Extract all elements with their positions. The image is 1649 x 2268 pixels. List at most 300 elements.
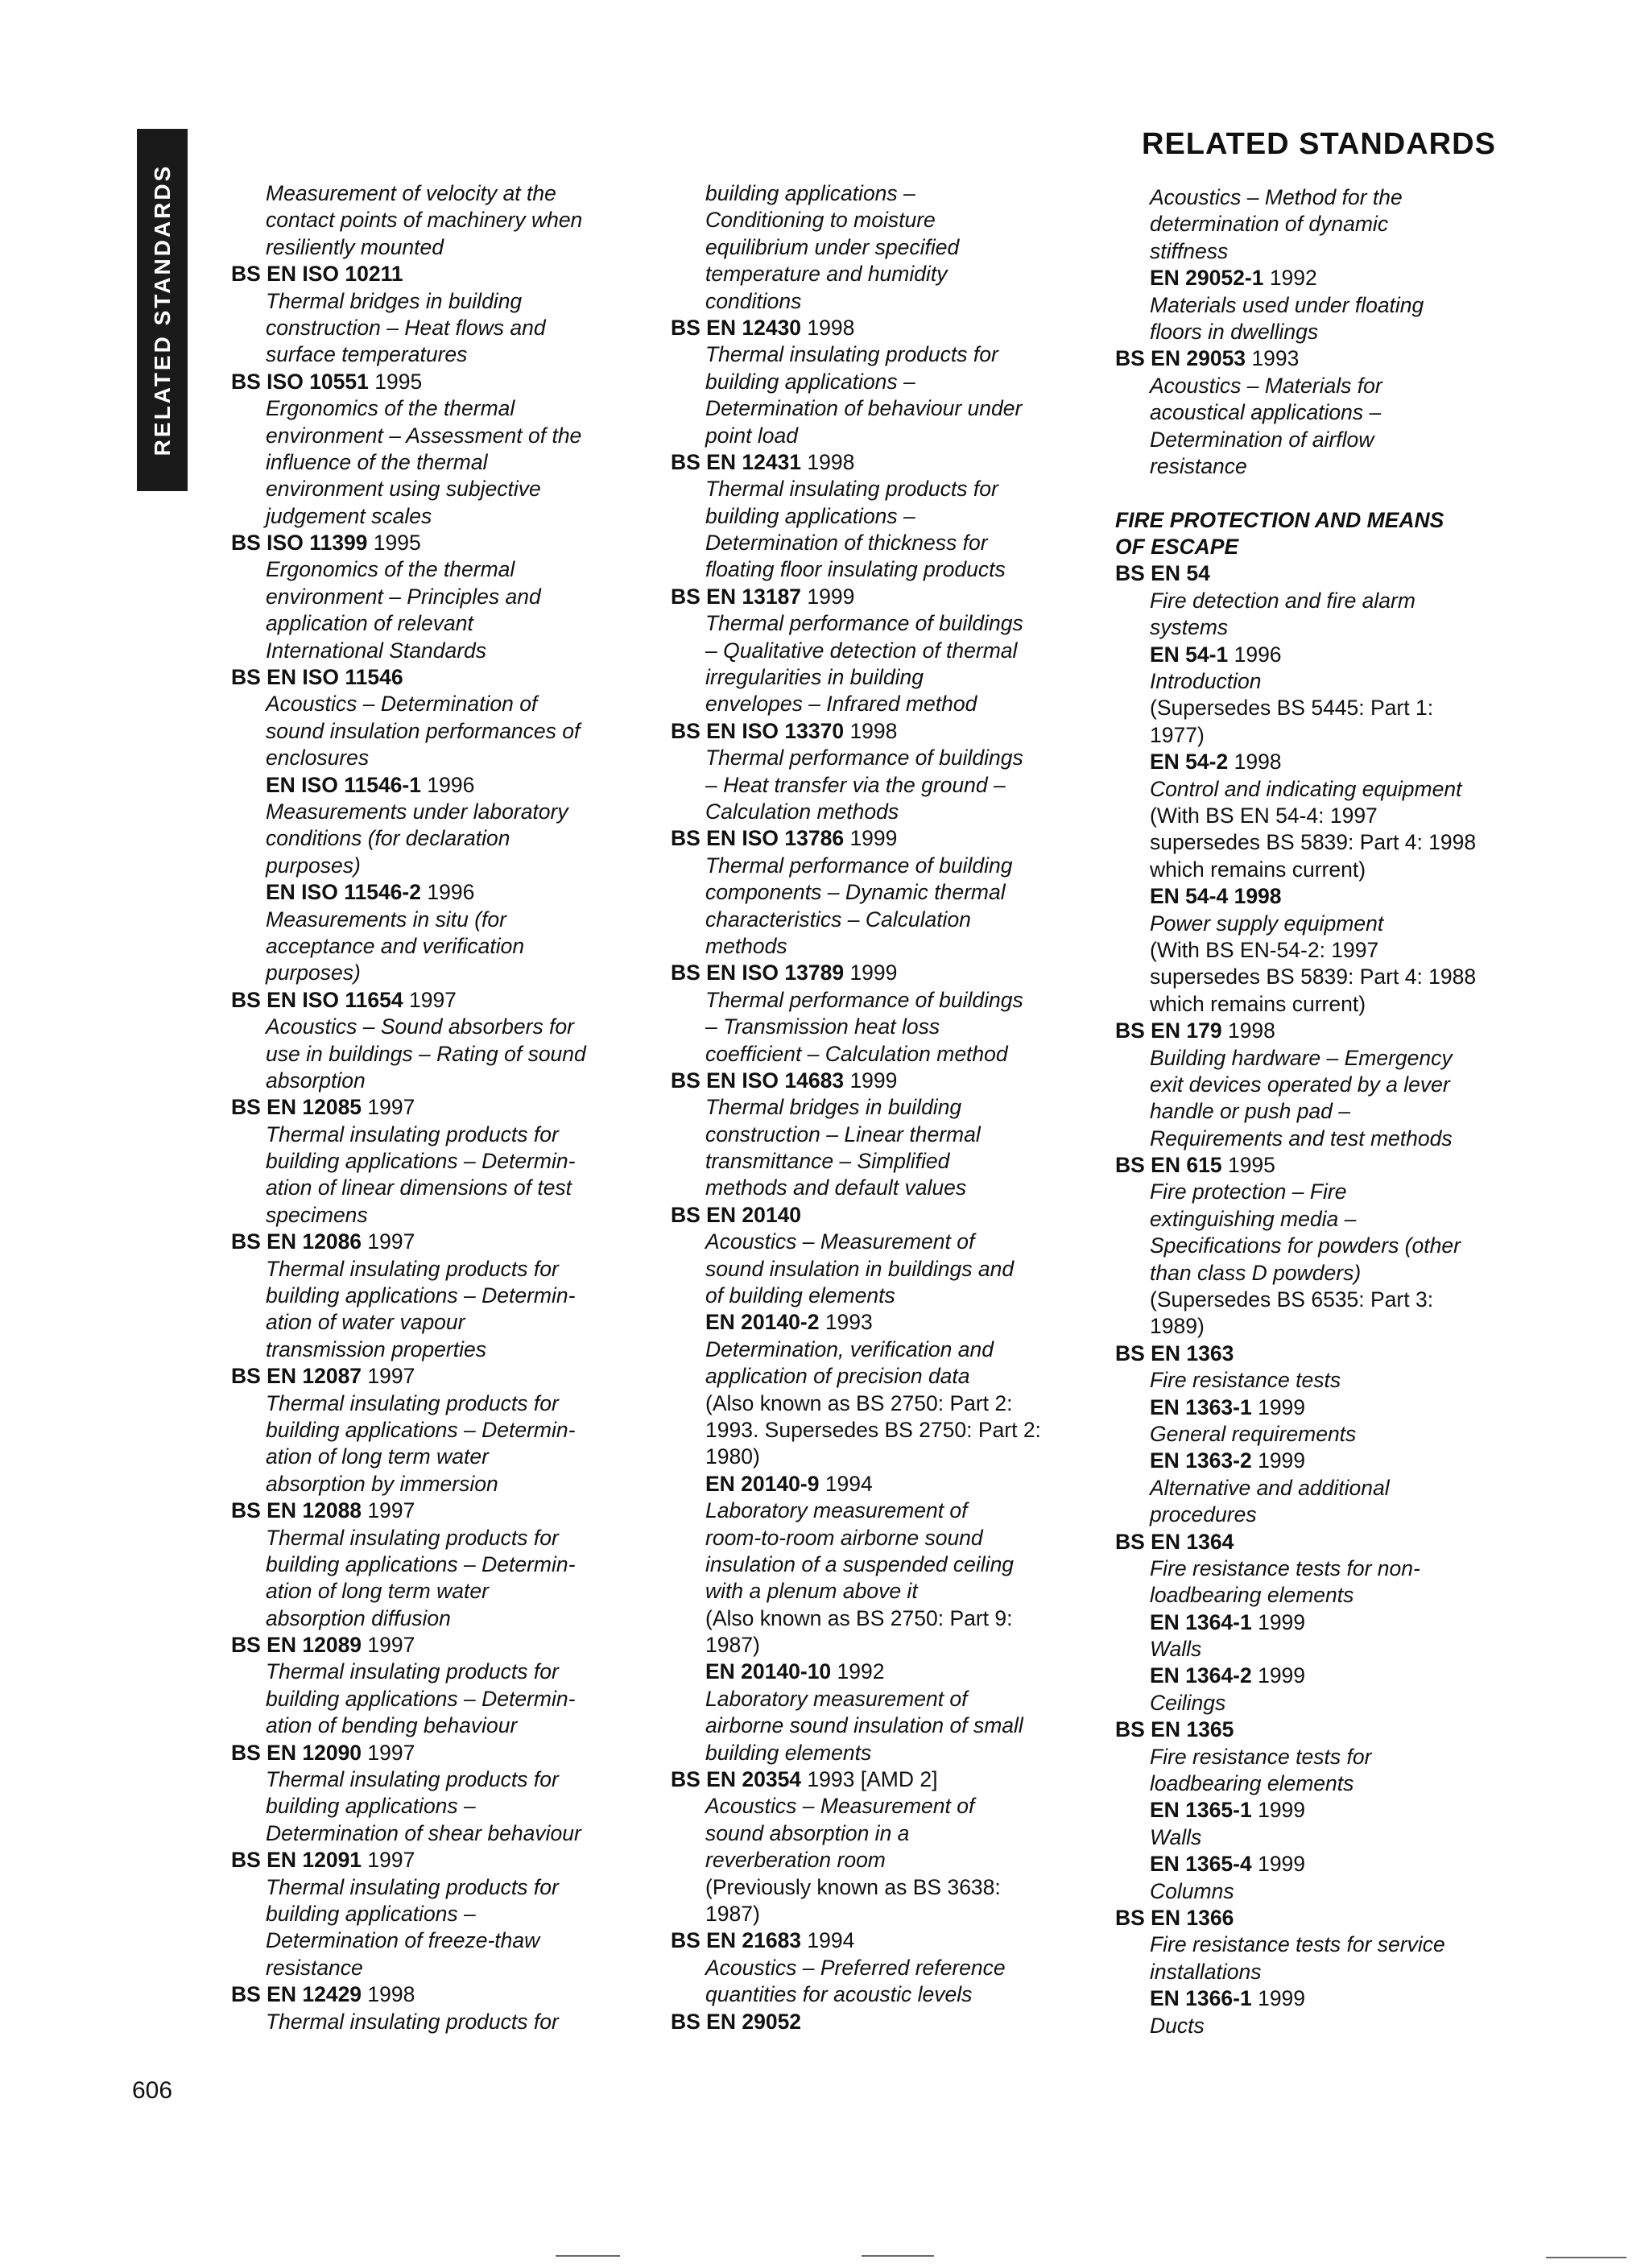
standard-code: BS EN 12087 <box>231 1364 362 1389</box>
standard-description: resiliently mounted <box>266 234 444 259</box>
standard-code: BS ISO 11399 <box>231 531 368 556</box>
standard-description: floors in dwellings <box>1150 319 1319 344</box>
standard-description: procedures <box>1150 1502 1257 1527</box>
standard-code: BS EN 21683 <box>671 1928 802 1953</box>
standard-description: Thermal bridges in building <box>266 288 523 313</box>
standard-entry <box>671 1202 1081 1229</box>
standard-part-entry <box>1115 1797 1526 1824</box>
standard-description: acoustical applications – <box>1150 400 1382 425</box>
standard-description: Thermal insulating products for <box>266 1525 559 1550</box>
standard-description: Alternative and additional <box>1150 1475 1390 1500</box>
standard-description: Acoustics – Sound absorbers for <box>266 1014 574 1039</box>
standard-description: Acoustics – Determination of <box>266 692 538 717</box>
standard-description: sound insulation in buildings and <box>705 1256 1015 1281</box>
standard-code: BS EN 20140 <box>671 1202 802 1227</box>
standard-entry <box>1115 560 1526 587</box>
standard-description: Fire resistance tests for non- <box>1150 1555 1420 1580</box>
standard-description: Building hardware – Emergency <box>1150 1045 1453 1070</box>
standard-code: BS EN ISO 13370 <box>671 718 845 743</box>
standard-description: Thermal insulating products for <box>705 342 998 367</box>
standard-code: BS EN 179 <box>1115 1018 1222 1043</box>
standard-description: environment using subjective <box>266 477 541 502</box>
standard-description: floating floor insulating products <box>705 557 1006 582</box>
standard-description: conditions (for declaration <box>266 826 510 851</box>
standard-code: BS EN 12088 <box>231 1498 362 1523</box>
standard-description: Power supply equipment <box>1150 911 1384 936</box>
standard-year: 1998 <box>807 315 855 340</box>
standard-year: 1996 <box>1234 642 1282 667</box>
standard-code: EN 1365-1 <box>1150 1798 1252 1823</box>
standard-entry <box>1115 1529 1526 1555</box>
standard-description: Ergonomics of the thermal <box>266 557 515 582</box>
standard-note: 1993. Supersedes BS 2750: Part 2: <box>705 1417 1041 1442</box>
standard-year: 1999 <box>849 960 898 985</box>
standard-description: purposes) <box>266 853 361 878</box>
standard-description: surface temperatures <box>266 342 468 367</box>
standard-year: 1999 <box>1258 1663 1306 1688</box>
standard-description: conditions <box>705 288 802 313</box>
standard-description: installations <box>1150 1959 1262 1984</box>
standard-description: methods <box>705 933 787 958</box>
standard-year: 1999 <box>1258 1798 1306 1823</box>
standard-description: insulation of a suspended ceiling <box>705 1551 1015 1576</box>
standard-entry <box>671 584 1081 610</box>
standard-description: construction – Linear thermal <box>705 1122 981 1146</box>
standard-code: BS EN 1366 <box>1115 1906 1234 1930</box>
standard-year: 1993 [AMD 2] <box>807 1767 938 1792</box>
standard-description: Fire protection – Fire <box>1150 1179 1347 1204</box>
standard-entry <box>231 261 642 287</box>
standard-description: building applications – <box>705 369 915 394</box>
standard-description: Ceilings <box>1150 1690 1226 1715</box>
standard-entry <box>231 1981 642 2008</box>
standard-description: methods and default values <box>705 1175 967 1200</box>
standard-note: which remains current) <box>1150 857 1366 882</box>
standard-description: building applications – Determin- <box>266 1283 576 1308</box>
standard-description: reverberation room <box>705 1848 886 1873</box>
section-heading: OF ESCAPE <box>1115 535 1239 560</box>
standard-code: BS EN 54 <box>1115 561 1210 586</box>
standard-year: 1997 <box>367 1848 415 1873</box>
standard-description: Ergonomics of the thermal <box>266 396 515 421</box>
standard-year: 1995 <box>374 369 423 394</box>
standard-year: 1997 <box>367 1364 415 1389</box>
standard-entry <box>1115 1341 1526 1367</box>
standard-code: BS EN 12430 <box>671 315 802 340</box>
standard-description: General requirements <box>1150 1421 1357 1446</box>
standard-note: which remains current) <box>1150 991 1366 1016</box>
standard-part-entry <box>671 1309 1081 1336</box>
standard-description: Determination of behaviour under <box>705 396 1023 421</box>
standard-part-entry <box>671 1471 1081 1498</box>
standard-part-entry <box>1115 1609 1526 1636</box>
standard-description: point load <box>705 423 798 448</box>
standard-year: 1997 <box>367 1498 415 1523</box>
standard-description: airborne sound insulation of small <box>705 1713 1023 1738</box>
standard-description: building applications – <box>705 503 915 528</box>
standard-description: of building elements <box>705 1283 895 1308</box>
standard-description: Thermal insulating products for <box>705 477 998 502</box>
standard-description: ation of long term water <box>266 1579 489 1604</box>
column-3 <box>1115 184 1526 2039</box>
standard-description: transmission properties <box>266 1336 486 1361</box>
standard-description: Acoustics – Measurement of <box>705 1229 975 1254</box>
standard-note: (With BS EN 54-4: 1997 <box>1150 803 1378 828</box>
standard-entry <box>231 1363 642 1390</box>
spacer <box>1115 480 1526 506</box>
standard-entry <box>671 825 1081 852</box>
standard-entry <box>231 530 642 556</box>
standard-part-entry <box>1115 883 1526 910</box>
standard-description: Thermal insulating products for <box>266 1256 559 1281</box>
standard-description: Materials used under floating <box>1150 292 1424 317</box>
standard-description: Calculation methods <box>705 799 899 824</box>
section-heading: FIRE PROTECTION AND MEANS <box>1115 507 1444 532</box>
standard-description: building applications – Determin- <box>266 1551 576 1576</box>
standard-note: 1987) <box>705 1902 760 1926</box>
standard-note: 1980) <box>705 1444 760 1469</box>
standard-description: Ducts <box>1150 2013 1205 2038</box>
standard-description: systems <box>1150 615 1229 640</box>
standard-description: Requirements and test methods <box>1150 1126 1453 1151</box>
standard-description: equilibrium under specified <box>705 234 960 259</box>
standard-part-entry <box>1115 1985 1526 2012</box>
standard-year: 1999 <box>1258 1609 1306 1634</box>
standard-description: International Standards <box>266 638 487 663</box>
standard-code: BS EN ISO 14683 <box>671 1068 845 1093</box>
standard-year: 1999 <box>1258 1394 1306 1419</box>
standard-code: EN ISO 11546-2 <box>266 880 421 905</box>
column-1 <box>231 180 642 2035</box>
standard-description: exit devices operated by a lever <box>1150 1072 1450 1097</box>
standard-note: supersedes BS 5839: Part 4: 1988 <box>1150 965 1477 989</box>
standard-code: BS EN ISO 11546 <box>231 665 403 690</box>
standard-year: 1993 <box>1251 346 1300 371</box>
standard-entry <box>231 1229 642 1255</box>
standard-note: (Supersedes BS 6535: Part 3: <box>1150 1287 1434 1312</box>
standard-description: Thermal performance of buildings <box>705 987 1023 1012</box>
standard-year: 1994 <box>824 1471 873 1496</box>
standard-description: – Transmission heat loss <box>705 1014 940 1039</box>
standard-code: EN 1364-2 <box>1150 1663 1252 1688</box>
standard-description: Thermal performance of buildings <box>705 611 1023 636</box>
standard-description: irregularities in building <box>705 665 924 690</box>
standard-code: EN 1366-1 <box>1150 1986 1252 2011</box>
standard-part-entry <box>671 1659 1081 1685</box>
standard-year: 1997 <box>367 1229 415 1254</box>
standard-description: environment – Principles and <box>266 584 541 609</box>
standard-year: 1997 <box>367 1095 415 1120</box>
standard-note: (Supersedes BS 5445: Part 1: <box>1150 696 1434 721</box>
side-tab <box>137 129 188 491</box>
standard-year: 1997 <box>408 987 457 1012</box>
standard-entry <box>671 1068 1081 1094</box>
standard-year: 1995 <box>373 531 421 556</box>
standard-code: BS EN 29052 <box>671 2009 802 2034</box>
standard-description: sound insulation performances of <box>266 718 581 743</box>
standard-description: loadbearing elements <box>1150 1771 1354 1796</box>
standard-code: EN 1365-4 <box>1150 1852 1252 1877</box>
standard-description: quantities for acoustic levels <box>705 1982 973 2007</box>
standard-entry <box>1115 1716 1526 1743</box>
standard-entry <box>1115 1905 1526 1931</box>
standard-description: temperature and humidity <box>705 262 948 287</box>
standard-description: construction – Heat flows and <box>266 315 546 340</box>
standard-description: building applications – Determin- <box>266 1417 576 1442</box>
standard-description: Conditioning to moisture <box>705 208 936 233</box>
standard-description: contact points of machinery when <box>266 208 583 233</box>
standard-code: BS EN 12085 <box>231 1095 362 1120</box>
standard-entry <box>231 1740 642 1766</box>
standard-description: Determination of airflow <box>1150 427 1374 452</box>
standard-description: Fire resistance tests for service <box>1150 1932 1445 1957</box>
standard-description: application of relevant <box>266 611 473 636</box>
standard-description: Thermal performance of building <box>705 853 1013 878</box>
standard-note: (Also known as BS 2750: Part 2: <box>705 1390 1013 1415</box>
standard-description: Determination, verification and <box>705 1336 994 1361</box>
standard-description: Walls <box>1150 1824 1202 1849</box>
standard-description: building applications – <box>705 181 915 205</box>
standard-description: Introduction <box>1150 669 1262 694</box>
standard-code: EN 20140-9 <box>705 1471 820 1496</box>
standard-description: Fire detection and fire alarm <box>1150 588 1415 613</box>
standard-description: building applications – Determin- <box>266 1686 576 1711</box>
standard-description: judgement scales <box>266 503 432 528</box>
standard-part-entry <box>1115 642 1526 668</box>
standard-code: BS EN 29053 <box>1115 346 1246 371</box>
standard-year: 1992 <box>837 1659 885 1684</box>
standard-entry <box>671 960 1081 986</box>
standard-code: EN 54-1 <box>1150 642 1229 667</box>
standard-note: supersedes BS 5839: Part 4: 1998 <box>1150 830 1477 855</box>
standard-code: EN 29052-1 <box>1150 266 1264 291</box>
standard-entry <box>231 987 642 1014</box>
standard-description: specimens <box>266 1202 368 1227</box>
standard-code: BS EN 12091 <box>231 1848 362 1873</box>
standard-description: influence of the thermal <box>266 449 488 474</box>
standard-description: Acoustics – Method for the <box>1150 185 1403 209</box>
standard-description: Fire resistance tests <box>1150 1368 1341 1393</box>
standard-note: (With BS EN-54-2: 1997 <box>1150 937 1379 962</box>
standard-entry <box>671 1927 1081 1954</box>
standard-entry <box>231 664 642 691</box>
standard-year: 1999 <box>1258 1852 1306 1877</box>
standard-description: building elements <box>705 1740 872 1765</box>
standard-entry <box>671 315 1081 341</box>
standard-code: EN 1363-1 <box>1150 1394 1252 1419</box>
standard-year: 1999 <box>1258 1448 1306 1473</box>
standard-description: Thermal insulating products for <box>266 2009 559 2034</box>
standard-note: 1989) <box>1150 1314 1205 1339</box>
standard-year: 1998 <box>1227 1018 1275 1043</box>
standard-description: building applications – Determin- <box>266 1149 576 1174</box>
standard-description: Laboratory measurement of <box>705 1498 968 1523</box>
column-2 <box>671 180 1081 2035</box>
standard-description: Specifications for powders (other <box>1150 1233 1461 1258</box>
standard-description: ation of water vapour <box>266 1310 465 1335</box>
standard-description: loadbearing elements <box>1150 1583 1354 1608</box>
standard-description: characteristics – Calculation <box>705 907 971 932</box>
scan-mark <box>862 2255 934 2257</box>
standard-entry <box>671 1766 1081 1793</box>
standard-entry <box>1115 1018 1526 1044</box>
standard-description: Measurement of velocity at the <box>266 181 556 205</box>
standard-year: 1996 <box>427 772 475 797</box>
standard-description: absorption diffusion <box>266 1605 451 1630</box>
standard-part-entry <box>1115 265 1526 291</box>
standard-description: Thermal insulating products for <box>266 1390 559 1415</box>
standard-description: acceptance and verification <box>266 933 525 958</box>
standard-code: BS EN ISO 10211 <box>231 262 403 287</box>
standard-entry <box>1115 345 1526 372</box>
standard-code: BS EN 12090 <box>231 1740 362 1765</box>
standard-description: envelopes – Infrared method <box>705 692 977 717</box>
standard-description: Thermal bridges in building <box>705 1095 962 1120</box>
standard-description: components – Dynamic thermal <box>705 880 1006 905</box>
standard-code: BS EN 13187 <box>671 584 802 609</box>
standard-code: BS EN 1363 <box>1115 1341 1234 1365</box>
standard-description: building applications – <box>266 1902 476 1926</box>
standard-code: BS EN 12086 <box>231 1229 362 1254</box>
standard-part-entry <box>1115 749 1526 775</box>
standard-part-entry <box>1115 1663 1526 1689</box>
standard-code: BS EN 12429 <box>231 1982 362 2007</box>
page-number: 606 <box>132 2077 173 2104</box>
standard-description: enclosures <box>266 746 370 770</box>
standard-description: environment – Assessment of the <box>266 423 582 448</box>
standard-description: transmittance – Simplified <box>705 1149 950 1174</box>
standard-entry <box>231 1847 642 1873</box>
standard-description: – Qualitative detection of thermal <box>705 638 1018 663</box>
standard-description: Determination of thickness for <box>705 531 988 556</box>
standard-description: Thermal insulating products for <box>266 1767 559 1792</box>
standard-description: Thermal performance of buildings <box>705 746 1023 770</box>
standard-description: – Heat transfer via the ground – <box>705 772 1006 797</box>
standard-description: Determination of freeze-thaw <box>266 1928 540 1953</box>
standard-entry <box>231 369 642 395</box>
standard-description: sound absorption in a <box>705 1820 910 1845</box>
standard-code: EN ISO 11546-1 <box>266 772 421 797</box>
standard-description: Acoustics – Measurement of <box>705 1794 975 1819</box>
standard-description: Walls <box>1150 1637 1202 1662</box>
standard-description: handle or push pad – <box>1150 1099 1351 1124</box>
standard-code: EN 54-2 <box>1150 750 1229 775</box>
standard-description: ation of long term water <box>266 1444 489 1469</box>
standard-description: absorption <box>266 1068 366 1093</box>
standard-description: Acoustics – Preferred reference <box>705 1955 1006 1980</box>
standard-description: than class D powders) <box>1150 1260 1362 1285</box>
standard-description: application of precision data <box>705 1364 970 1389</box>
standard-description: Acoustics – Materials for <box>1150 373 1382 398</box>
standard-entry <box>231 1632 642 1659</box>
standard-description: extinguishing media – <box>1150 1206 1357 1231</box>
standard-year: 1995 <box>1227 1153 1275 1178</box>
standard-note: 1987) <box>705 1633 760 1658</box>
standard-note: (Previously known as BS 3638: <box>705 1874 1001 1899</box>
standard-description: ation of linear dimensions of test <box>266 1175 572 1200</box>
standard-code: BS EN 12089 <box>231 1633 362 1658</box>
standard-description: Measurements under laboratory <box>266 799 568 824</box>
standard-code: BS EN 1364 <box>1115 1529 1234 1554</box>
standard-year: 1996 <box>427 880 475 905</box>
standard-description: absorption by immersion <box>266 1471 498 1496</box>
standard-year: 1998 <box>1234 750 1282 775</box>
standard-description: resistance <box>1150 453 1247 478</box>
standard-description: Thermal insulating products for <box>266 1874 559 1899</box>
standard-part-entry <box>1115 1448 1526 1474</box>
standard-part-entry <box>1115 1394 1526 1421</box>
page-title: RELATED STANDARDS <box>1142 127 1496 161</box>
standard-description: Laboratory measurement of <box>705 1686 968 1711</box>
standard-note: (Also known as BS 2750: Part 9: <box>705 1605 1013 1630</box>
standard-year: 1992 <box>1269 266 1317 291</box>
standard-year: 1993 <box>824 1310 873 1335</box>
standard-description: building applications – <box>266 1794 476 1819</box>
scan-mark <box>1546 2257 1626 2258</box>
standard-entry <box>671 2009 1081 2035</box>
standard-year: 1999 <box>849 826 898 851</box>
standard-code: BS EN ISO 11654 <box>231 987 403 1012</box>
standard-entry <box>231 1498 642 1524</box>
standard-year: 1997 <box>367 1740 415 1765</box>
standard-year: 1997 <box>367 1633 415 1658</box>
standard-note: 1977) <box>1150 722 1205 747</box>
standard-description: resistance <box>266 1955 363 1980</box>
standard-year: 1999 <box>849 1068 898 1093</box>
standard-year: 1998 <box>367 1982 415 2007</box>
standard-code: EN 1363-2 <box>1150 1448 1252 1473</box>
standard-description: purposes) <box>266 960 361 985</box>
standard-description: coefficient – Calculation method <box>705 1041 1008 1066</box>
standard-year: 1999 <box>1258 1986 1306 2011</box>
standard-description: use in buildings – Rating of sound <box>266 1041 586 1066</box>
standard-description: determination of dynamic <box>1150 212 1389 237</box>
standard-description: stiffness <box>1150 238 1229 263</box>
standard-description: Control and indicating equipment <box>1150 776 1462 801</box>
standard-year: 1999 <box>807 584 855 609</box>
standard-code: BS EN 20354 <box>671 1767 802 1792</box>
standard-code: EN 1364-1 <box>1150 1609 1252 1634</box>
standard-description: room-to-room airborne sound <box>705 1525 983 1550</box>
standard-description: with a plenum above it <box>705 1579 918 1604</box>
standard-part-entry <box>231 879 642 906</box>
standard-part-entry <box>1115 1851 1526 1878</box>
scan-mark <box>556 2255 620 2257</box>
standard-part-entry <box>231 772 642 799</box>
standard-description: Thermal insulating products for <box>266 1659 559 1684</box>
standard-year: 1998 <box>849 718 898 743</box>
side-tab-label: RELATED STANDARDS <box>149 163 175 456</box>
standard-code: BS ISO 10551 <box>231 369 369 394</box>
standard-description: Determination of shear behaviour <box>266 1820 581 1845</box>
standard-code: BS EN 615 <box>1115 1153 1222 1178</box>
standard-code: BS EN 1365 <box>1115 1717 1234 1742</box>
standard-code: EN 20140-2 <box>705 1310 820 1335</box>
standard-code: EN 54-4 1998 <box>1150 884 1282 909</box>
standard-year: 1998 <box>807 449 855 474</box>
standard-description: Columns <box>1150 1878 1234 1903</box>
standard-entry <box>671 718 1081 745</box>
standard-code: BS EN 12431 <box>671 449 802 474</box>
standard-year: 1994 <box>807 1928 855 1953</box>
standard-code: EN 20140-10 <box>705 1659 832 1684</box>
standard-entry <box>671 449 1081 476</box>
standard-description: Measurements in situ (for <box>266 907 506 932</box>
standard-entry <box>231 1094 642 1121</box>
standard-description: Fire resistance tests for <box>1150 1744 1372 1769</box>
standard-code: BS EN ISO 13786 <box>671 826 845 851</box>
standard-code: BS EN ISO 13789 <box>671 960 845 985</box>
